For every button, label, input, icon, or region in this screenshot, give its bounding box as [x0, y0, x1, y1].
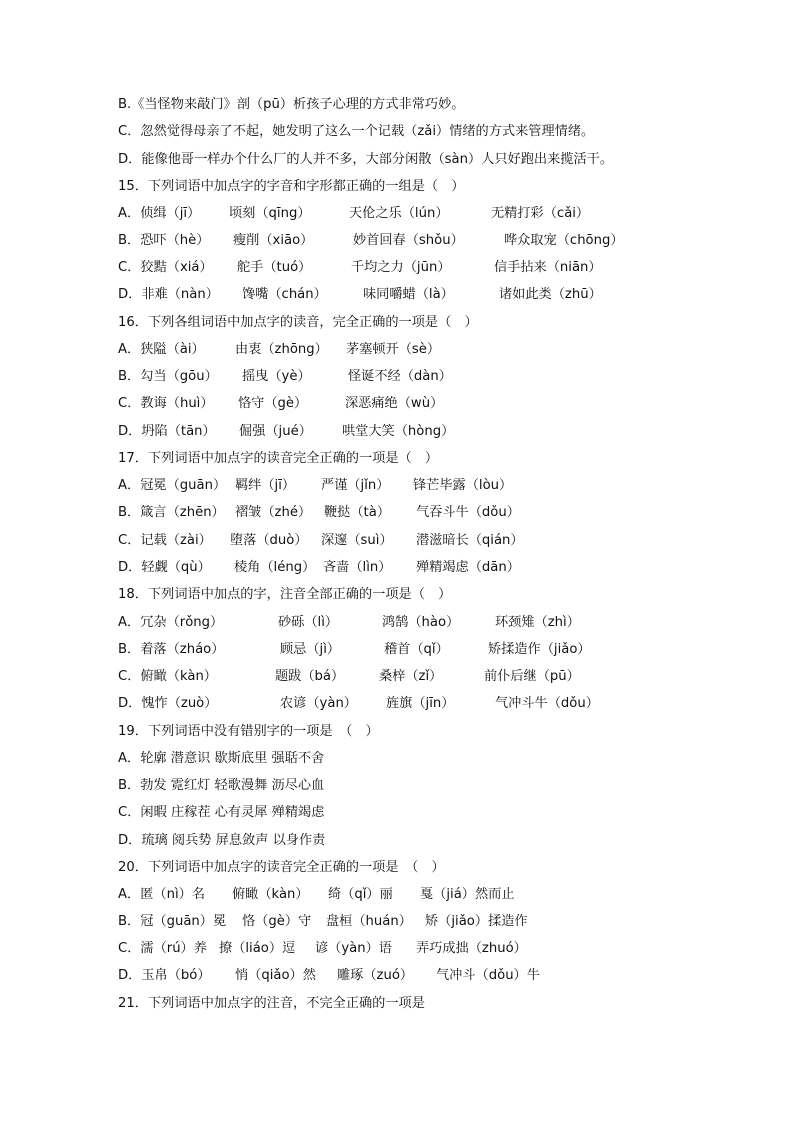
option-cell: 由衷（zhōng） — [235, 342, 328, 357]
option-cell: C．濡（rú）养 — [118, 941, 207, 956]
option-cell: 鸿鹄（hào） — [382, 615, 460, 630]
option-cell: 馋嘴（chán） — [242, 287, 327, 302]
option-cell: 环颈雉（zhì） — [495, 615, 580, 630]
option-cell: 俯瞰（kàn） — [232, 887, 309, 902]
option-cell: B．勾当（gōu） — [118, 369, 218, 384]
option-cell: D．坍陷（tān） — [118, 424, 216, 439]
option-cell: 恪守（gè） — [238, 396, 308, 411]
option-cell: 戛（jiá）然而止 — [420, 887, 515, 902]
option-cell: 严谨（jǐn） — [321, 478, 390, 493]
option-cell: 吝啬（lìn） — [323, 560, 392, 575]
option-cell: 悄（qiǎo）然 — [235, 968, 316, 983]
option-cell: 桑梓（zǐ） — [379, 669, 443, 684]
option-cell: C．教诲（huì） — [118, 396, 214, 411]
option-cell: 气吞斗牛（dǒu） — [416, 505, 520, 520]
option-cell: 哗众取宠（chōng） — [504, 233, 624, 248]
option-cell: 矫揉造作（jiǎo） — [488, 642, 591, 657]
text-cell: B.《当怪物来敲门》剖（pū）析孩子心理的方式非常巧妙。 — [118, 97, 465, 112]
option-cell: 舵手（tuó） — [237, 260, 312, 275]
option-cell: B．恐吓（hè） — [118, 233, 210, 248]
option-cell: D．轻觑（qù） — [118, 560, 211, 575]
option-cell: 瘦削（xiāo） — [233, 233, 314, 248]
option-cell: 殚精竭虑（dān） — [416, 560, 520, 575]
option-cell: 谚（yàn）语 — [315, 941, 392, 956]
option-cell: 信手拈来（niān） — [494, 260, 602, 275]
option-cell: 鞭挞（tà） — [324, 505, 391, 520]
option-cell: 砂砾（lì） — [278, 615, 339, 630]
option-cell: 气冲斗牛（dǒu） — [495, 696, 599, 711]
option-cell: 无精打彩（cǎi） — [491, 206, 590, 221]
option-cell: 深恶痛绝（wù） — [345, 396, 444, 411]
option-cell: A．侦缉（jī） — [118, 206, 201, 221]
option-cell: 气冲斗（dǒu）牛 — [436, 968, 540, 983]
option-cell: 题跋（bá） — [275, 669, 345, 684]
option-cell: 锋芒毕露（lòu） — [413, 478, 513, 493]
option-cell: B．着落（zháo） — [118, 642, 225, 657]
option-cell: 农谚（yàn） — [280, 696, 357, 711]
option-cell: 深邃（suì） — [321, 533, 393, 548]
option-cell: 褶皱（zhé） — [235, 505, 312, 520]
option-cell: B．箴言（zhēn） — [118, 505, 225, 520]
option-cell: 前仆后继（pū） — [484, 669, 580, 684]
option-cell: 哄堂大笑（hòng） — [342, 424, 455, 439]
option-cell: 棱角（léng） — [234, 560, 316, 575]
option-cell: 潜滋暗长（qián） — [416, 533, 524, 548]
option-cell: 稽首（qǐ） — [384, 642, 449, 657]
option-cell: D．愧怍（zuò） — [118, 696, 218, 711]
option-cell: 弄巧成拙（zhuó） — [416, 941, 527, 956]
option-cell: C．狡黠（xiá） — [118, 260, 213, 275]
option-cell: 味同嚼蜡（là） — [363, 287, 454, 302]
option-cell: A．轮廓 潜意识 歇斯底里 强聒不舍 — [118, 751, 325, 766]
option-cell: 顷刻（qīng） — [229, 206, 311, 221]
option-cell: B．冠（guān）冕 — [118, 914, 227, 929]
text-cell: 19．下列词语中没有错别字的一项是 （ ） — [118, 724, 379, 739]
option-cell: 千均之力（jūn） — [351, 260, 451, 275]
option-cell: C．闲暇 庄稼茬 心有灵犀 殚精竭虑 — [118, 805, 325, 820]
option-cell: 怪诞不经（dàn） — [348, 369, 452, 384]
option-cell: 矫（jiǎo）揉造作 — [425, 914, 528, 929]
option-cell: C．俯瞰（kàn） — [118, 669, 217, 684]
option-cell: 摇曳（yè） — [242, 369, 311, 384]
option-cell: 天伦之乐（lún） — [349, 206, 449, 221]
option-cell: 绮（qǐ）丽 — [328, 887, 393, 902]
text-cell: 16．下列各组词语中加点字的读音，完全正确的一项是（ ） — [118, 315, 478, 330]
text-cell: 20．下列词语中加点字的读音完全正确的一项是 （ ） — [118, 860, 445, 875]
option-cell: 恪（gè）守 — [242, 914, 312, 929]
option-cell: 撩（liáo）逗 — [219, 941, 296, 956]
option-cell: 堕落（duò） — [230, 533, 308, 548]
text-cell: 17．下列词语中加点字的读音完全正确的一项是（ ） — [118, 451, 439, 466]
option-cell: 顾忌（jì） — [280, 642, 341, 657]
option-cell: A．狭隘（ài） — [118, 342, 205, 357]
option-cell: A．冠冕（guān） — [118, 478, 227, 493]
option-cell: A．匿（nì）名 — [118, 887, 205, 902]
text-cell: C．忽然觉得母亲了不起，她发明了这么一个记载（zǎi）情绪的方式来管理情绪。 — [118, 124, 595, 139]
option-cell: 诸如此类（zhū） — [499, 287, 602, 302]
option-cell: 羁绊（jī） — [235, 478, 296, 493]
option-cell: D．玉帛（bó） — [118, 968, 211, 983]
option-cell: 妙首回春（shǒu） — [353, 233, 464, 248]
option-cell: C．记载（zài） — [118, 533, 212, 548]
option-cell: 倔强（jué） — [239, 424, 312, 439]
text-cell: D．能像他哥一样办个什么厂的人并不多，大部分闲散（sàn）人只好跑出来揽活干。 — [118, 152, 614, 167]
option-cell: B．勃发 霓红灯 轻歌漫舞 沥尽心血 — [118, 778, 325, 793]
option-cell: 盘桓（huán） — [326, 914, 412, 929]
option-cell: D．非难（nàn） — [118, 287, 219, 302]
text-cell: 15．下列词语中加点字的字音和字形都正确的一组是（ ） — [118, 179, 465, 194]
option-cell: D．琉璃 阅兵势 屏息敛声 以身作责 — [118, 833, 326, 848]
option-cell: 茅塞顿开（sè） — [346, 342, 441, 357]
option-cell: 旌旗（jīn） — [386, 696, 455, 711]
text-cell: 21．下列词语中加点字的注音，不完全正确的一项是 — [118, 996, 425, 1011]
option-cell: 雕琢（zuó） — [337, 968, 414, 983]
option-cell: A．冗杂（rǒng） — [118, 615, 224, 630]
text-cell: 18．下列词语中加点的字，注音全部正确的一项是（ ） — [118, 587, 452, 602]
